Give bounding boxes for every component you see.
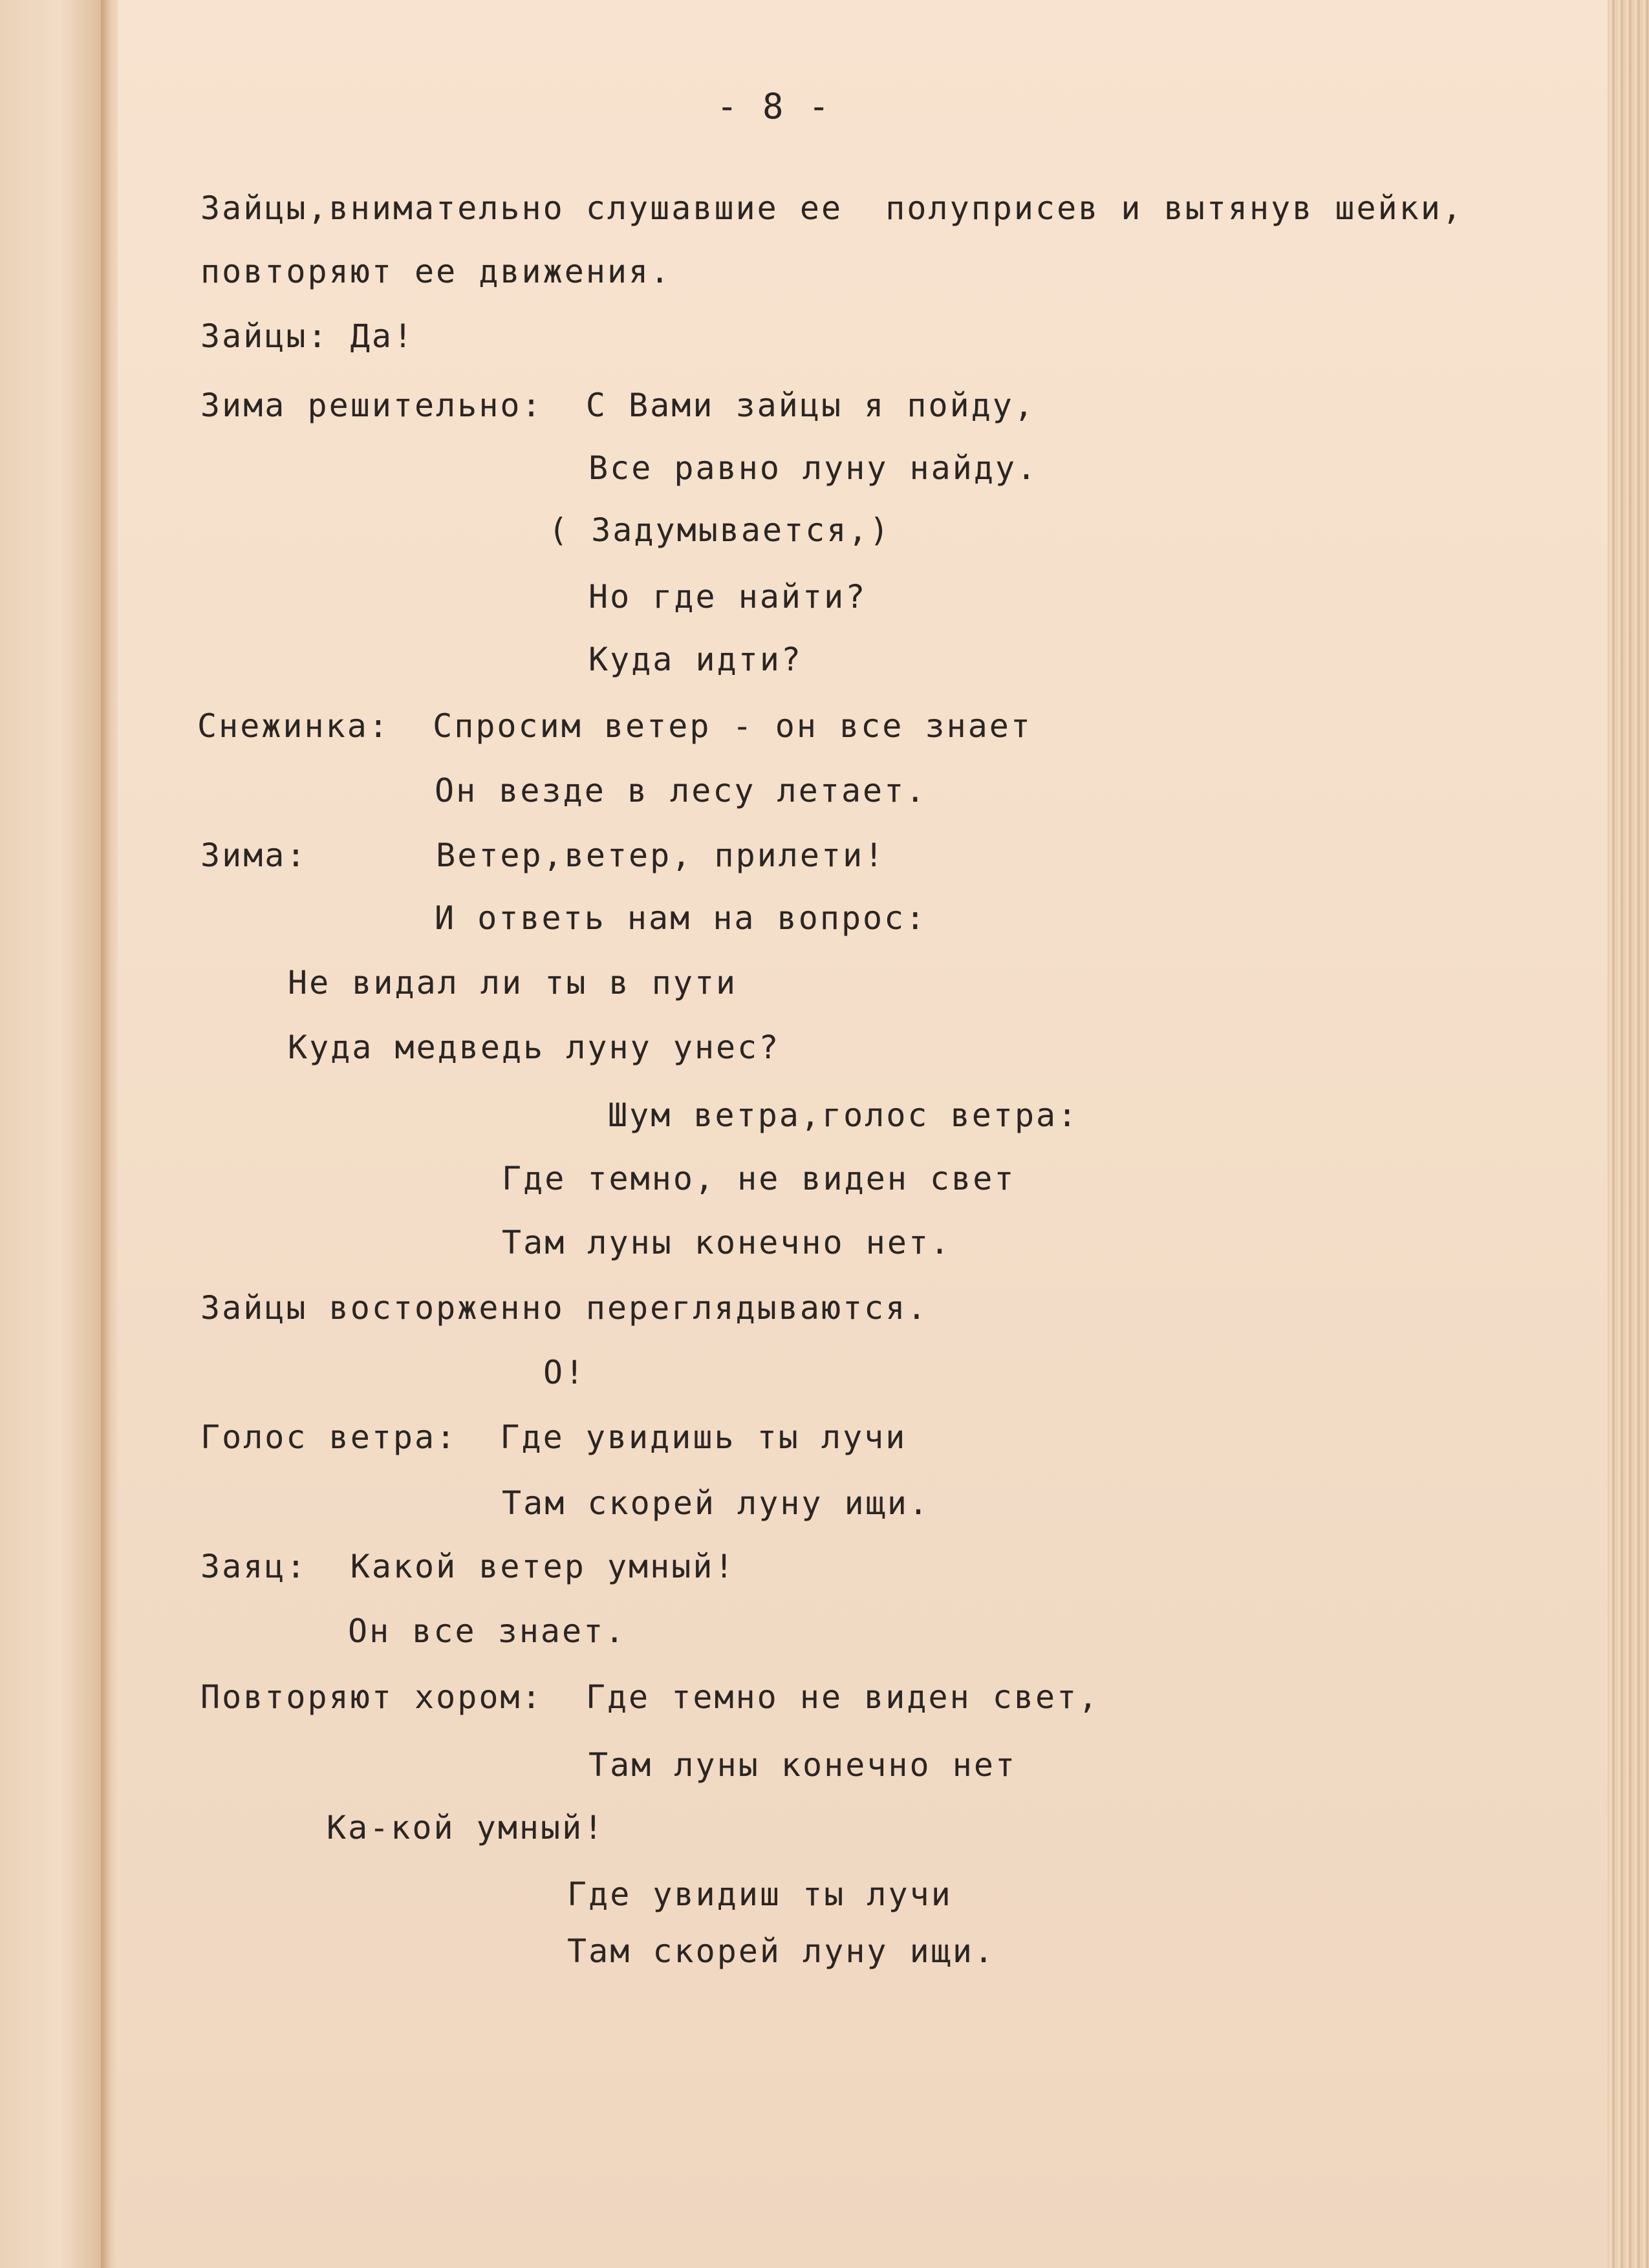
text-line-10: Он везде в лесу летает. bbox=[435, 772, 927, 809]
text-line-12: И ответь нам на вопрос: bbox=[435, 899, 927, 937]
text-line-11: Зима: Ветер,ветер, прилети! bbox=[200, 837, 886, 874]
text-line-9: Снежинка: Спросим ветер - он все знает bbox=[197, 707, 1032, 745]
text-line-3: Зайцы: Да! bbox=[200, 317, 415, 355]
text-line-4: Зима решительно: С Вами зайцы я пойду, bbox=[200, 387, 1035, 424]
text-line-5: Все равно луну найду. bbox=[588, 449, 1039, 487]
text-line-8: Куда идти? bbox=[588, 641, 803, 678]
text-line-19: О! bbox=[543, 1354, 587, 1391]
text-line-13: Не видал ли ты в пути bbox=[288, 964, 738, 1001]
text-line-22: Заяц: Какой ветер умный! bbox=[200, 1548, 736, 1585]
text-line-25: Там луны конечно нет bbox=[588, 1746, 1017, 1784]
text-line-18: Зайцы восторженно переглядываются. bbox=[200, 1289, 929, 1327]
text-line-23: Он все знает. bbox=[348, 1612, 627, 1650]
text-line-21: Там скорей луну ищи. bbox=[502, 1484, 931, 1522]
text-line-2: повторяют ее движения. bbox=[200, 253, 672, 290]
binding-strip bbox=[0, 0, 110, 2268]
page-edge-stack bbox=[1608, 0, 1649, 2268]
text-line-7: Но где найти? bbox=[588, 578, 867, 615]
page-number: - 8 - bbox=[717, 86, 832, 127]
text-line-20: Голос ветра: Где увидишь ты лучи bbox=[200, 1418, 907, 1456]
text-line-17: Там луны конечно нет. bbox=[502, 1224, 952, 1261]
text-line-15: Шум ветра,голос ветра: bbox=[608, 1097, 1079, 1134]
text-line-26: Ка-кой умный! bbox=[327, 1809, 605, 1846]
text-line-14: Куда медведь луну унес? bbox=[288, 1029, 781, 1066]
binding-edge bbox=[101, 0, 118, 2268]
text-line-6: ( Задумывается,) bbox=[548, 511, 891, 549]
text-line-16: Где темно, не виден свет bbox=[502, 1160, 1016, 1197]
text-line-1: Зайцы,внимательно слушавшие ее полуприсев и вытянув шейки, bbox=[200, 189, 1464, 227]
text-line-28: Там скорей луну ищи. bbox=[567, 1932, 996, 1970]
text-line-27: Где увидиш ты лучи bbox=[567, 1876, 953, 1913]
text-line-24: Повторяют хором: Где темно не виден свет, bbox=[200, 1678, 1100, 1716]
